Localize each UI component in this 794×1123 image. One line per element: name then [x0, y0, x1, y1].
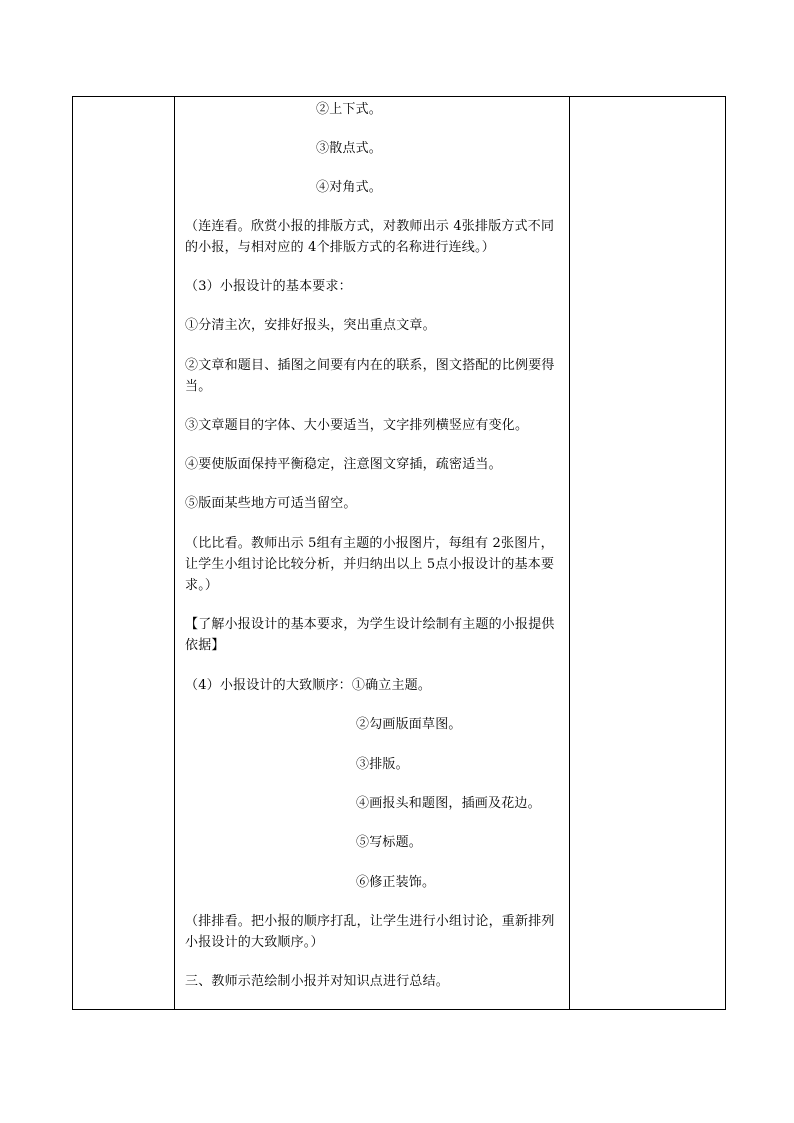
section-heading-3: （3）小报设计的基本要求： — [185, 279, 352, 294]
order-step-4: ④画报头和题图，插画及花边。 — [356, 796, 541, 811]
teaching-process-cell — [175, 97, 570, 1009]
section-heading-three: 三、教师示范绘制小报并对知识点进行总结。 — [185, 974, 450, 989]
requirement-4: ④要使版面保持平衡稳定，注意图文穿插，疏密适当。 — [185, 457, 502, 472]
requirement-1: ①分清主次，安排好报头，突出重点文章。 — [185, 318, 436, 333]
layout-type-3: ③散点式。 — [316, 141, 383, 156]
section-heading-4: （4）小报设计的大致顺序：①确立主题。 — [185, 678, 432, 693]
activity-match: （连连看。欣赏小报的排版方式，对教师出示 4张排版方式不同的小报，与相对应的 4个排版方式的名称进行连线。） — [185, 219, 555, 255]
layout-type-2: ②上下式。 — [316, 102, 383, 117]
activity-order: （排排看。把小报的顺序打乱，让学生进行小组讨论，重新排列小报设计的大致顺序。） — [185, 914, 555, 950]
order-step-6: ⑥修正装饰。 — [356, 875, 436, 890]
layout-type-4: ④对角式。 — [316, 180, 383, 195]
order-step-5: ⑤写标题。 — [356, 835, 423, 850]
order-step-2: ②勾画版面草图。 — [356, 717, 462, 732]
requirement-2: ②文章和题目、插图之间要有内在的联系，图文搭配的比例要得当。 — [185, 358, 555, 394]
activity-compare: （比比看。教师出示 5组有主题的小报图片，每组有 2张图片，让学生小组讨论比较分析，并归纳出以上 5点小报设计的基本要求。） — [185, 536, 555, 593]
order-step-3: ③排版。 — [356, 757, 409, 772]
requirement-3: ③文章题目的字体、大小要适当，文字排列横竖应有变化。 — [185, 418, 529, 433]
lesson-table — [72, 96, 726, 1010]
design-intent-note: 【了解小报设计的基本要求，为学生设计绘制有主题的小报提供依据】 — [185, 617, 555, 653]
requirement-5: ⑤版面某些地方可适当留空。 — [185, 496, 357, 511]
